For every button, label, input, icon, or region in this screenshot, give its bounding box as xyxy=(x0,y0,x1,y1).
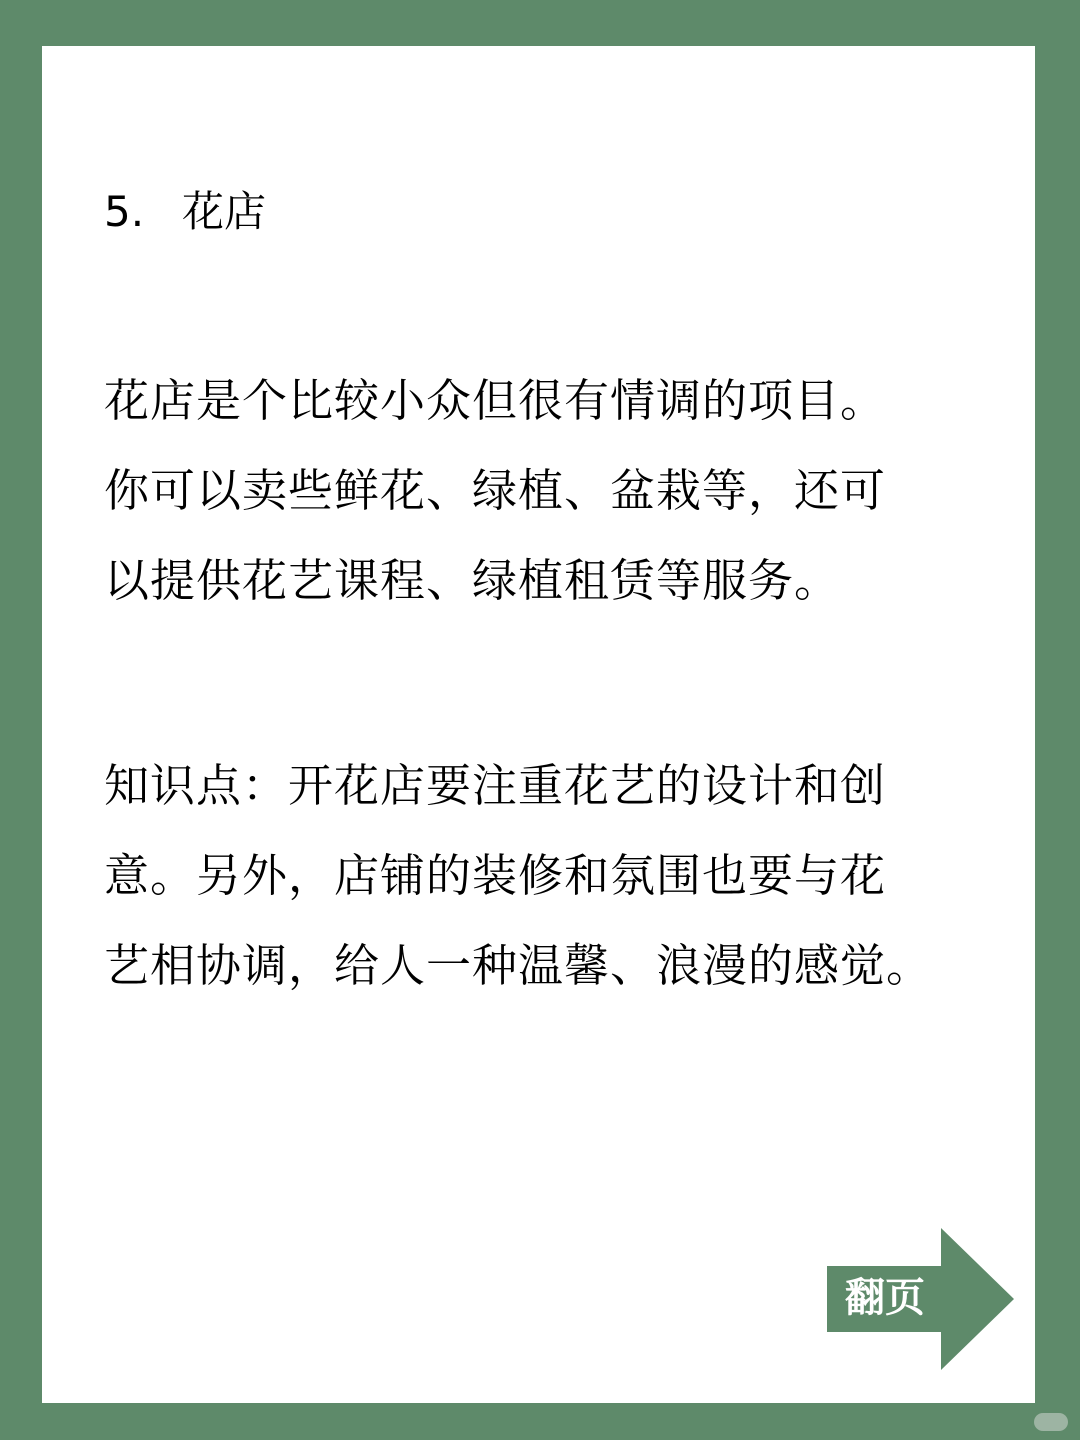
paragraph-line: 意。另外，店铺的装修和氛围也要与花 xyxy=(104,849,887,902)
paragraph-line: 知识点：开花店要注重花艺的设计和创 xyxy=(104,759,887,812)
paragraph-line: 以提供花艺课程、绿植租赁等服务。 xyxy=(104,554,841,607)
paragraph-line: 你可以卖些鲜花、绿植、盆栽等，还可 xyxy=(104,464,887,517)
tips-paragraph xyxy=(104,741,984,1011)
paragraph-line: 艺相协调，给人一种温馨、浪漫的感觉。 xyxy=(104,939,933,992)
paragraph-line: 花店是个比较小众但很有情调的项目。 xyxy=(104,374,887,427)
section-number: 5. xyxy=(104,187,145,236)
content-card xyxy=(42,46,1035,1403)
section-heading xyxy=(104,184,266,240)
next-page-label: 翻页 xyxy=(845,1275,925,1321)
watermark-badge xyxy=(1034,1413,1068,1431)
section-title: 花店 xyxy=(182,187,267,236)
intro-paragraph xyxy=(104,356,984,626)
next-page-button[interactable] xyxy=(827,1228,1014,1370)
